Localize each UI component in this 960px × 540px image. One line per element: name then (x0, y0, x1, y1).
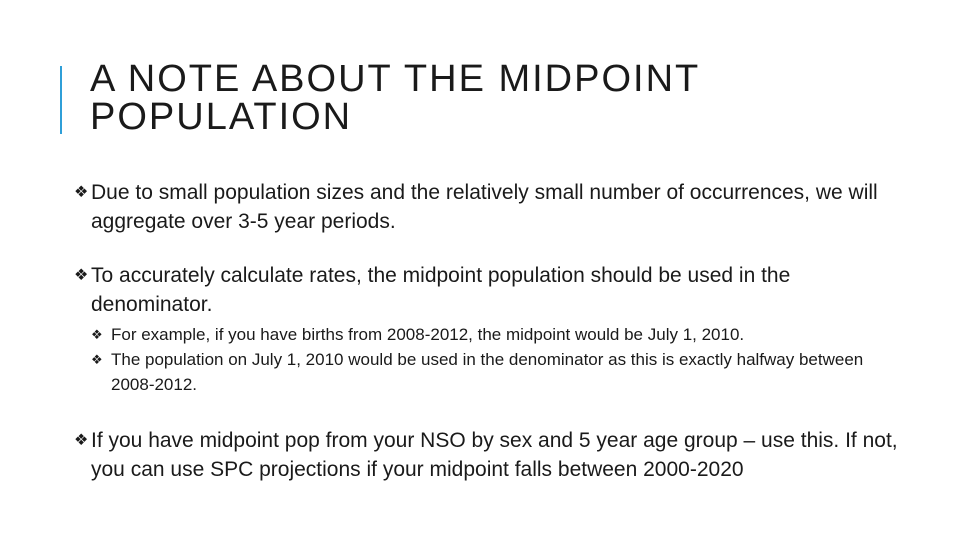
sub-bullet-text: For example, if you have births from 2008-2012, the midpoint would be July 1, 2010. (111, 325, 745, 344)
title-accent-bar (60, 66, 62, 134)
bullet-text: To accurately calculate rates, the midpoint population should be used in the denominator. (91, 264, 791, 316)
sub-bullet-list (91, 322, 914, 397)
bullet-item (74, 426, 914, 484)
bullet-text: If you have midpoint pop from your NSO by sex and 5 year age group – use this. If not, you can use SPC projections if your midpoint falls between 2000-2020 (91, 429, 898, 481)
bullet-item (74, 261, 914, 319)
sub-bullet-item (91, 322, 911, 347)
diamond-bullet-icon: ❖ (74, 432, 89, 449)
slide-title-line-1: A NOTE ABOUT THE MIDPOINT (90, 58, 701, 100)
diamond-bullet-icon: ❖ (74, 184, 89, 201)
diamond-bullet-icon: ❖ (91, 352, 103, 367)
slide-title (90, 60, 910, 136)
slide-title-line-2: POPULATION (90, 96, 353, 138)
diamond-bullet-icon: ❖ (91, 327, 103, 342)
bullet-list (74, 178, 914, 484)
bullet-item (74, 178, 914, 236)
bullet-text: Due to small population sizes and the relatively small number of occurrences, we will aggregate over 3-5 year periods. (91, 181, 878, 233)
diamond-bullet-icon: ❖ (74, 267, 89, 284)
sub-bullet-text: The population on July 1, 2010 would be used in the denominator as this is exactly halfway between 2008-2012. (111, 350, 864, 394)
sub-bullet-item (91, 347, 911, 397)
